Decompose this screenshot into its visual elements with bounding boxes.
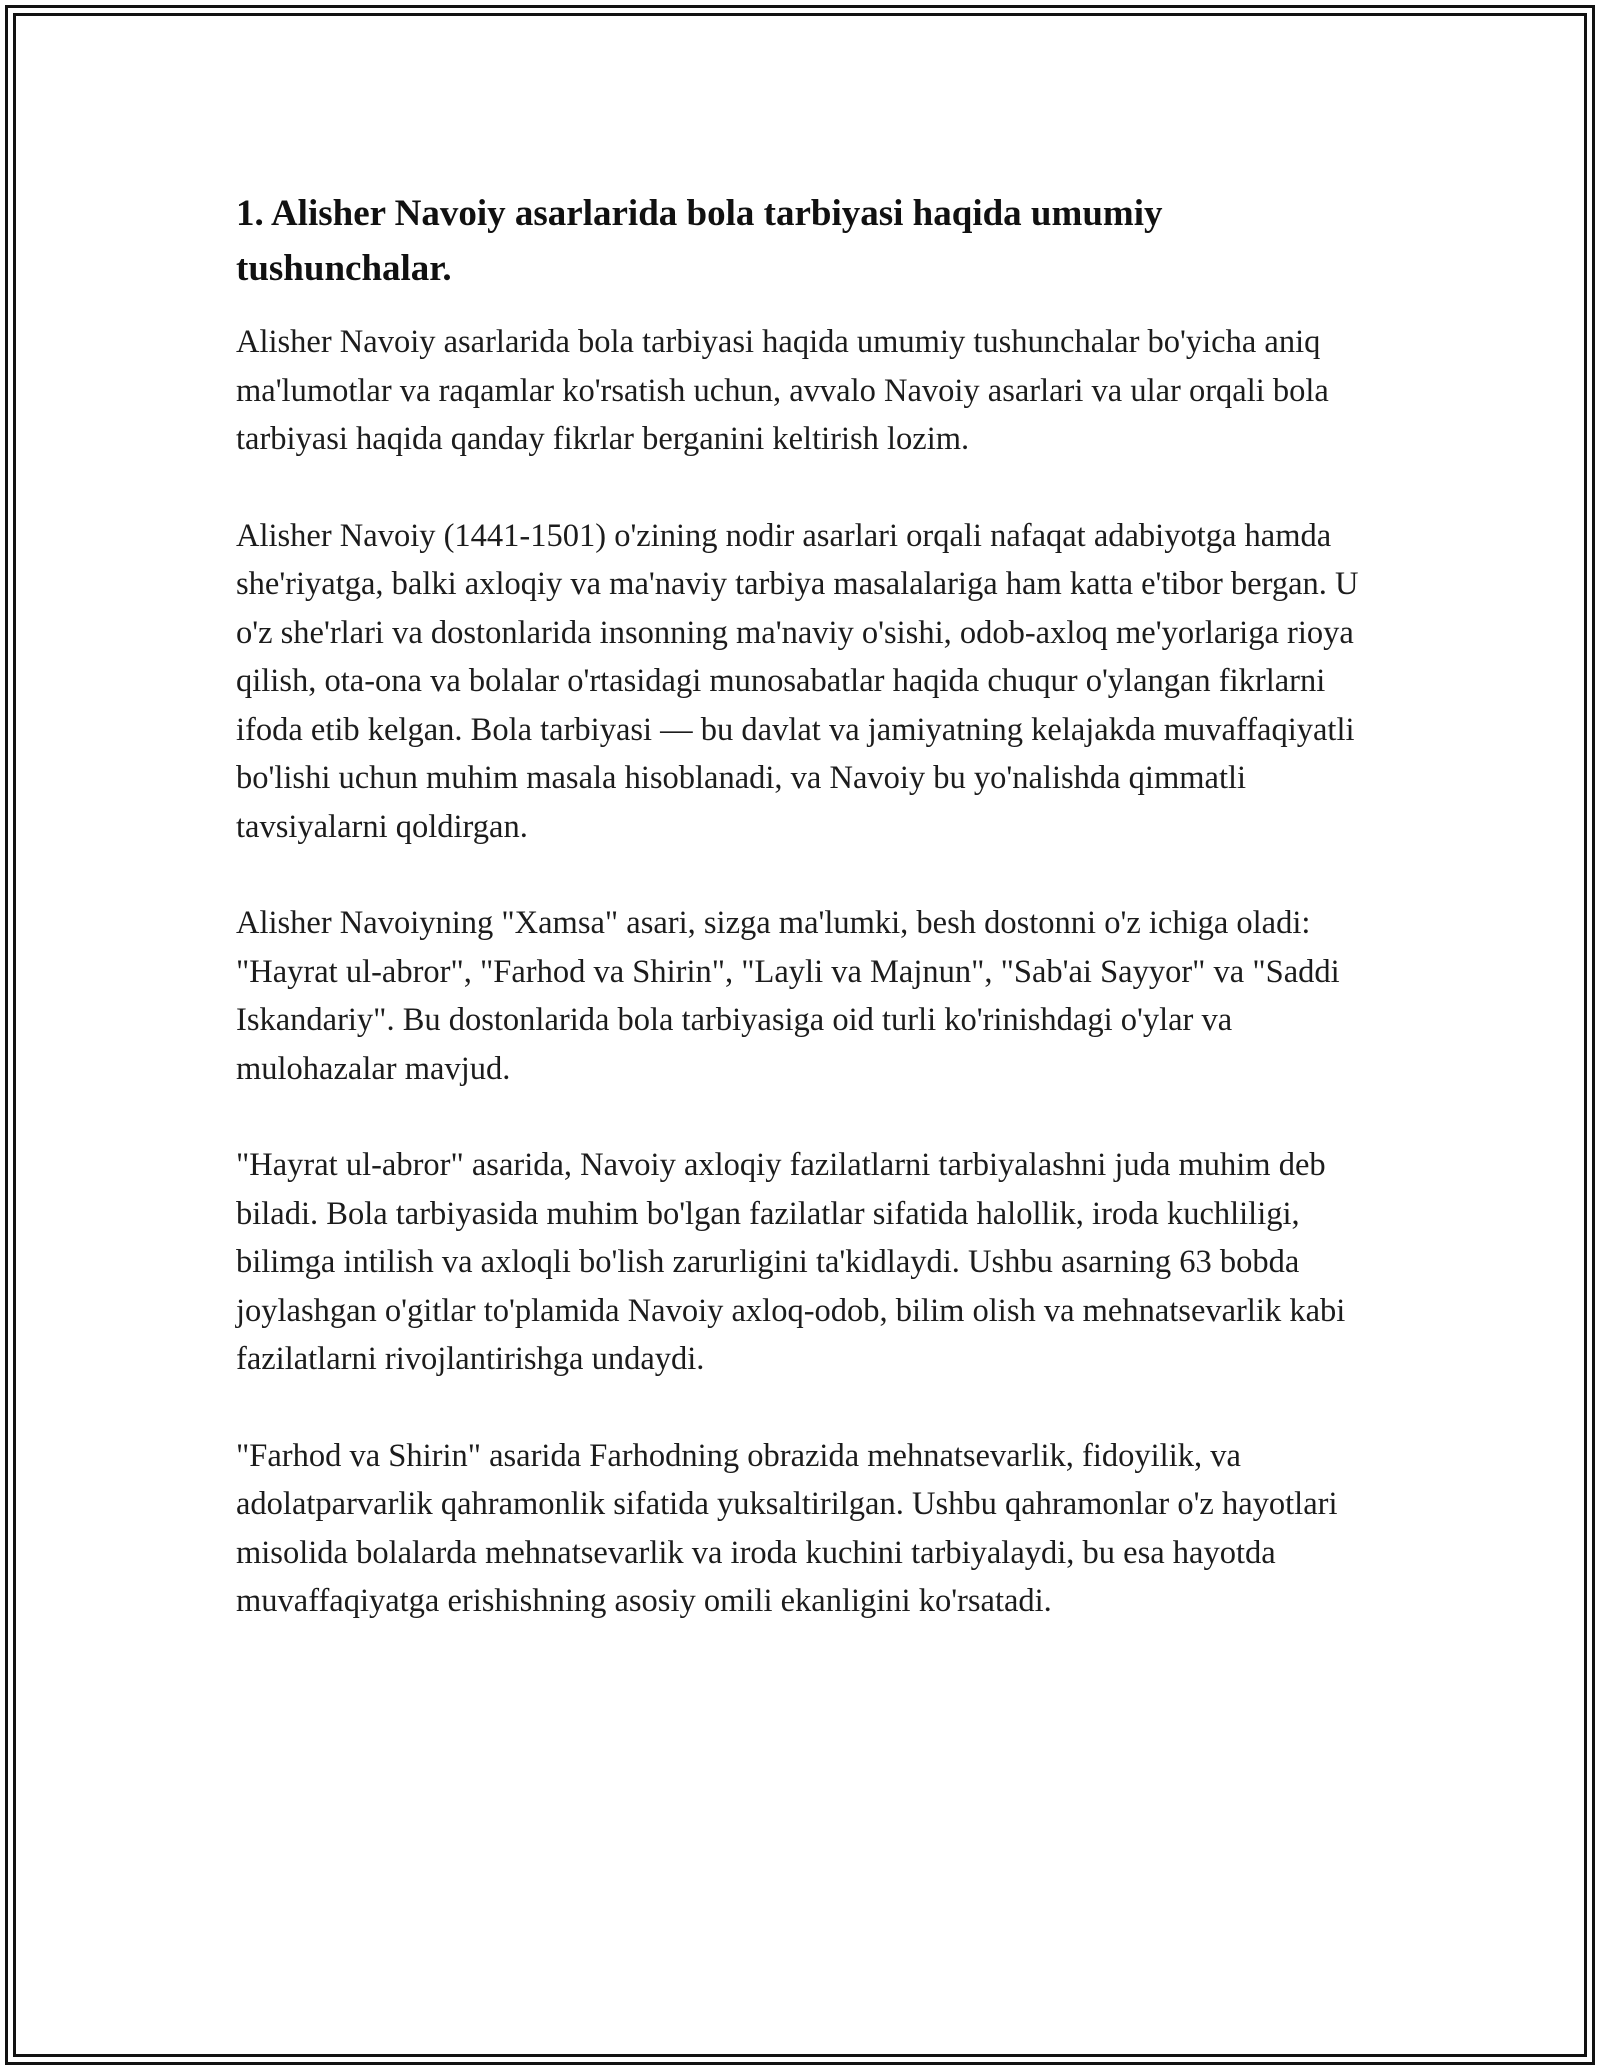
paragraph-navoiy-biography: Alisher Navoiy (1441-1501) o'zining nodir asarlari orqali nafaqat adabiyotga hamda she'riyatga, balki axloqiy va ma'naviy tarbiya masalalariga ham katta e'tibor bergan. U o'z she'rlari va dostonlarida insonning ma'naviy o'sishi, odob-axloq me'yorlariga rioya qilish, ota-ona va bolalar o'rtasidagi munosabatlar haqida chuqur o'ylangan fikrlarni ifoda etib kelgan. Bola tarbiyasi — bu davlat va jamiyatning kelajakda muvaffaqiyatli bo'lishi uchun muhim masala hisoblanadi, va Navoiy bu yo'nalishda qimmatli tavsiyalarni qoldirgan.: [236, 517, 1359, 845]
section-heading: 1. Alisher Navoiy asarlarida bola tarbiyasi haqida umumiy tushunchalar.: [236, 193, 1163, 289]
paragraph-intro: Alisher Navoiy asarlarida bola tarbiyasi haqida umumiy tushunchalar bo'yicha aniq ma'lumotlar va raqamlar ko'rsatish uchun, avvalo Navoiy asarlari va ular orqali bola tarbiyasi haqida qanday fikrlar berganini keltirish lozim.: [236, 324, 1329, 457]
paragraph-farhod-va-shirin: "Farhod va Shirin" asarida Farhodning obrazida mehnatsevarlik, fidoyilik, va adolatparvarlik qahramonlik sifatida yuksaltirilgan. Ushbu qahramonlar o'z hayotlari misolida bolalarda mehnatsevarlik va iroda kuchini tarbiyalaydi, bu esa hayotda muvaffaqiyatga erishishning asosiy omili ekanligini ko'rsatadi.: [236, 1437, 1338, 1619]
paragraph-xamsa: Alisher Navoiyning "Xamsa" asari, sizga ma'lumki, besh dostonni o'z ichiga oladi: "Hayrat ul-abror", "Farhod va Shirin", "Layli va Majnun", "Sab'ai Sayyor" va "Saddi Iskandariy". Bu dostonlarida bola tarbiyasiga oid turli ko'rinishdagi o'ylar va mulohazalar mavjud.: [236, 905, 1340, 1087]
paragraph-hayrat-ul-abror: "Hayrat ul-abror" asarida, Navoiy axloqiy fazilatlarni tarbiyalashni juda muhim deb biladi. Bola tarbiyasida muhim bo'lgan fazilatlar sifatida halollik, iroda kuchliligi, bilimga intilish va axloqli bo'lish zarurligini ta'kidlaydi. Ushbu asarning 63 bobda joylashgan o'gitlar to'plamida Navoiy axloq-odob, bilim olish va mehnatsevarlik kabi fazilatlarni rivojlantirishga undaydi.: [236, 1147, 1346, 1377]
document-body: [236, 186, 1378, 1674]
